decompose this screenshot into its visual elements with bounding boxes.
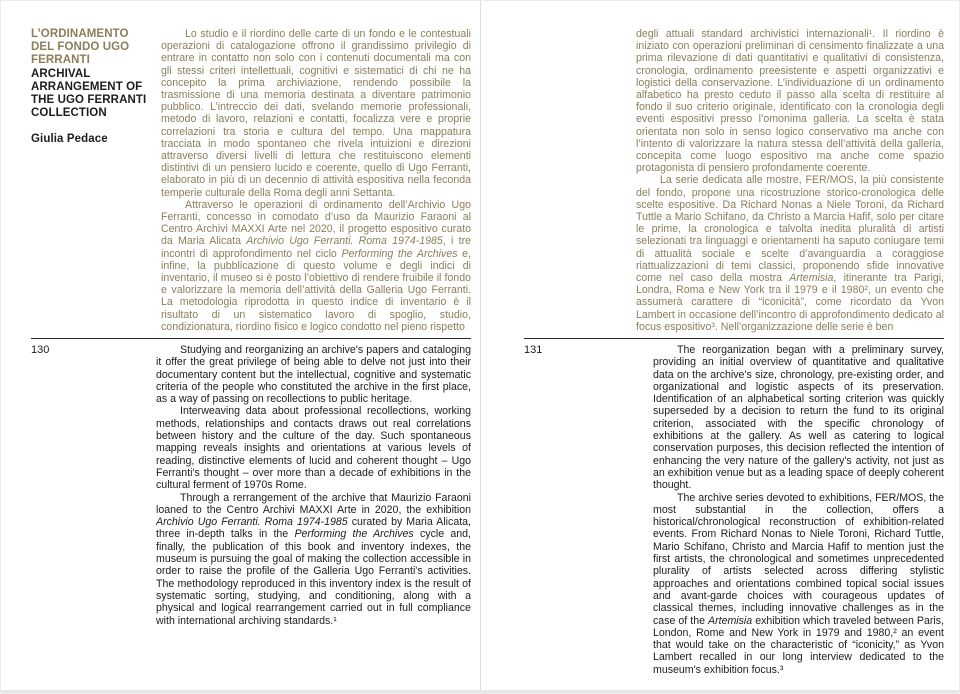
article-title-english: ARCHIVAL ARRANGEMENT OF THE UGO FERRANTI COLLECTION — [31, 67, 147, 120]
page-gutter — [480, 1, 481, 693]
divider-rule-right — [524, 338, 944, 339]
divider-rule-left — [31, 338, 471, 339]
english-text-column-right: The reorganization began with a preliminary survey, providing an initial overview of quantitative and qualitative data on the archive's size, chronology, pre-existing order, and organizational and logistic aspects of its preservation. Identification of an alphabetical sorting criterion was quickly superseded by a decision to return the fund to its original criterion, associated with the specific chronology of exhibitions at the gallery. As well as catering to logical conservation purposes, this decision reflected the intention of enhancing the very nature of the gallery's activity, not just as an exhibition venue but as a leading space of deeply coherent thought. The archive series devoted to exhibitions, FER/MOS, the most substantial in the collection, offers a historical/chronological reconstruction of exhibition-related events. From Richard Nonas to Niele Toroni, Richard Tuttle, Mario Schifano, Christo and Marcia Hafif to mention just the first artists, the chronological and sometimes unprecedented plurality of artists selected across differing stylistic approaches and orientations combined topical social issues and avant-garde choices with courageous updates of classical themes, including innovative challenges as in the case of the Artemisia exhibition which traveled between Paris, London, Rome and New York in 1979 and 1980,² an event that would take on the characteristic of “iconicity,” as Yvon Lambert recalled in our long interview dedicated to the museum's exhibition focus.³ — [653, 344, 944, 676]
article-title-italian: L’ORDINAMENTO DEL FONDO UGO FERRANTI — [31, 28, 130, 67]
english-text-column-left: Studying and reorganizing an archive's papers and cataloging it offer the great privilege of being able to delve not just into their documentary content but the intellectual, cognitive and systematic criteria of the people who constituted the archive in the first place, as a way of passing on recollections to public heritage. Interweaving data about professional recollections, working methods, relationships and contacts draws out real correlations between history and the culture of the day. Such spontaneous mapping reveals insights and orientations at various levels of reading, distinctive elements of lucid and coherent thought – Ugo Ferranti's thought – over more than a decade of exhibitions in the cultural ferment of 1970s Rome. Through a rerrangement of the archive that Maurizio Faraoni loaned to the Centro Archivi MAXXI Arte in 2020, the exhibition Archivio Ugo Ferranti. Roma 1974-1985 curated by Maria Alicata, three in-depth talks in the Performing the Archives cycle and, finally, the publication of this book and inventory indexes, the museum is pursuing the goal of making the collection accessible in order to raise the profile of the Galleria Ugo Ferranti's activities. The methodology reproduced in this inventory index is the result of systematic sorting, studying, and conditioning, along with a physical and logical rearrangement carried out in full compliance with international archiving standards.¹ — [156, 344, 471, 627]
page-number-right: 131 — [524, 344, 543, 356]
italian-text-column-right: degli attuali standard archivistici internazionali¹. Il riordino è iniziato con operazioni preliminari di censimento finalizzate a una prima rilevazione di dati quantitativi e qualitativi di consistenza, cronologia, ordinamento preesistente e aspetti organizzativi e logistici della conservazione. L’individuazione di un ordinamento alfabetico ha presto ceduto il passo alla scelta di restituire al fondo il suo criterio originale, identificato con la cronologia degli eventi espositivi presso l’omonima galleria. La scelta è stata orientata non solo in senso logico conservativo ma anche con l’intento di valorizzare la natura stessa dell’attività della galleria, concepita come luogo espositivo ma anche come spazio protagonista di pensiero profondamente coerente. La serie dedicata alle mostre, FER/MOS, la più consistente del fondo, propone una ricostruzione storico-cronologica delle scelte espositive. Da Richard Nonas a Niele Toroni, da Richard Tuttle a Mario Schifano, da Christo a Marcia Hafif, solo per citare le prime, la cronologica e talvolta inedita pluralità di artisti selezionati tra linguaggi e orientamenti ha saputo coniugare temi di attualità sociale e scelte d’avanguardia a coraggiose riattualizzazioni di temi classici, proponendo sfide innovative come nel caso della mostra Artemisia, itinerante tra Parigi, Londra, Roma e New York tra il 1979 e il 1980², un evento che assumerà carattere di “iconicità”, come ricordato da Yvon Lambert in occasione dell’incontro di approfondimento dedicato al focus espositivo³. Nell’organizzazione delle serie è ben — [636, 28, 944, 333]
sidebar — [31, 28, 151, 147]
page-number-left: 130 — [31, 344, 50, 356]
author-name: Giulia Pedace — [31, 133, 108, 146]
italian-text-column-left: Lo studio e il riordino delle carte di un fondo e le contestuali operazioni di catalogazione offrono il grandissimo privilegio di entrare in contatto non solo con i contenuti documentali ma con gli stessi criteri intellettuali, cognitivi e sistematici di chi ne ha concepito la prima archiviazione, rendendo possibile la trasmissione di una memoria destinata a diventare patrimonio pubblico. L’intreccio dei dati, svelando memorie professionali, metodo di lavoro, relazioni e contatti, focalizza vere e proprie correlazioni tra storia e cultura del tempo. Una mappatura tracciata in modo spontaneo che rivela intuizioni e direzioni attraverso diversi livelli di lettura che restituiscono elementi distintivi di un pensiero lucido e coerente, quello di Ugo Ferranti, elaborato in più di un decennio di attività espositiva nella feconda temperie culturale della Roma degli anni Settanta. Attraverso le operazioni di ordinamento dell’Archivio Ugo Ferranti, concesso in comodato d’uso da Maurizio Faraoni al Centro Archivi MAXXI Arte nel 2020, il progetto espositivo curato da Maria Alicata Archivio Ugo Ferranti. Roma 1974-1985, i tre incontri di approfondimento nel ciclo Performing the Archives e, infine, la pubblicazione di questo volume e degli indici di inventario, il museo si è posto l’obiettivo di rendere fruibile il fondo e valorizzare la memoria dell’attività della Galleria Ugo Ferranti. La metodologia riprodotta in questo indice di inventario è il risultato di un sistematico lavoro di spoglio, studio, condizionatura, riordino fisico e logico condotto nel pieno rispetto — [161, 28, 471, 333]
